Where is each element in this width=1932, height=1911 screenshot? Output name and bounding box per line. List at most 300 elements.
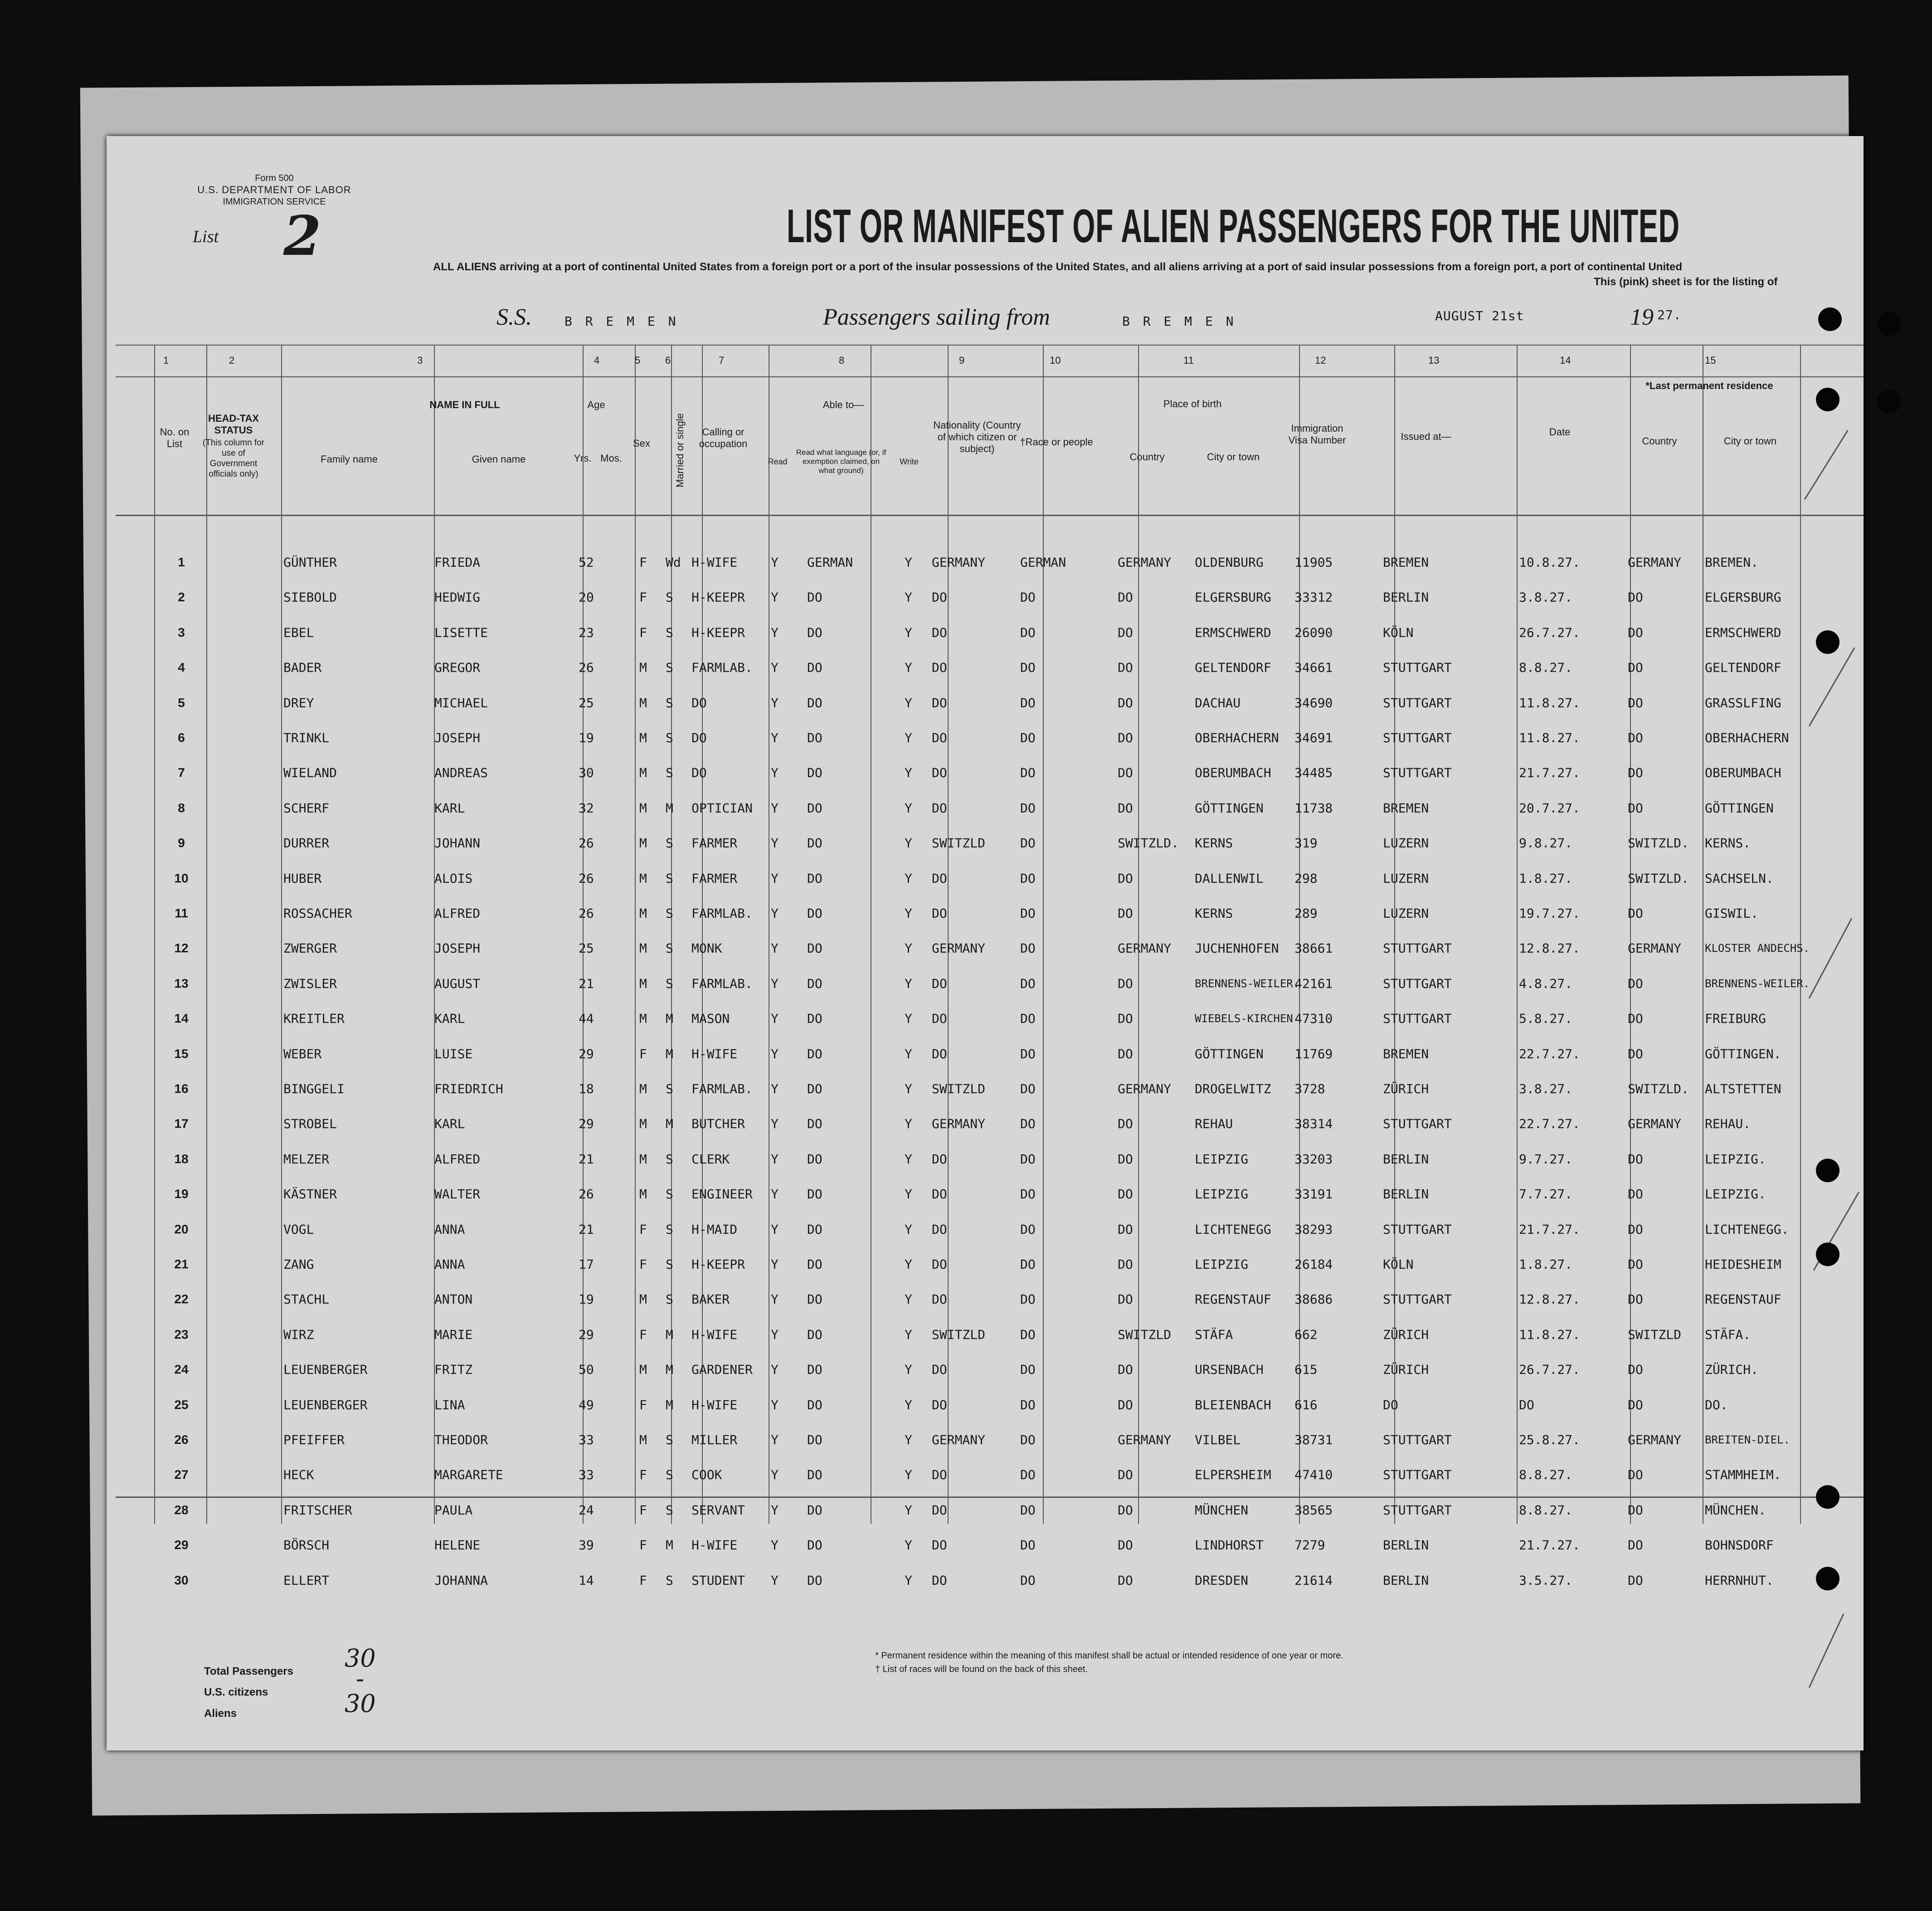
- issue-date: 7.7.27.: [1519, 1186, 1573, 1202]
- residence-city: KERNS.: [1705, 835, 1751, 851]
- age-years: 29: [579, 1327, 594, 1342]
- header-visa-number: Immigration Visa Number: [1288, 423, 1346, 446]
- given-name: KARL: [434, 1011, 465, 1026]
- col-number-7: 7: [719, 355, 725, 366]
- birth-city: VILBEL: [1195, 1432, 1241, 1448]
- issued-at: ZÜRICH: [1383, 1327, 1429, 1342]
- read-language: DO: [807, 1397, 822, 1413]
- read-language: DO: [807, 625, 822, 640]
- birth-city: OBERUMBACH: [1195, 765, 1271, 780]
- nationality: SWITZLD: [932, 1081, 986, 1097]
- birth-country: GERMANY: [1118, 941, 1172, 956]
- issued-at: STUTTGART: [1383, 1222, 1452, 1237]
- issued-at: KÖLN: [1383, 625, 1414, 640]
- punch-hole: [1818, 307, 1842, 331]
- age-years: 29: [579, 1116, 594, 1131]
- race-people: DO: [1020, 941, 1036, 956]
- family-name: BINGGELI: [283, 1081, 345, 1097]
- department-name: U.S. DEPARTMENT OF LABOR: [197, 184, 351, 195]
- issue-date: 11.8.27.: [1519, 1327, 1580, 1342]
- can-read: Y: [771, 625, 779, 640]
- birth-city: STÄFA: [1195, 1327, 1233, 1342]
- issue-date: 5.8.27.: [1519, 1011, 1573, 1026]
- issued-at: BREMEN: [1383, 555, 1429, 570]
- visa-number: 11738: [1294, 800, 1333, 816]
- race-people: DO: [1020, 695, 1036, 711]
- us-citizens-label: U.S. citizens: [204, 1686, 268, 1698]
- occupation: STUDENT: [691, 1573, 745, 1588]
- visa-number: 11905: [1294, 555, 1333, 570]
- issue-date: 9.8.27.: [1519, 835, 1573, 851]
- header-sex: Sex: [633, 438, 650, 449]
- issued-at: BERLIN: [1383, 1186, 1429, 1202]
- occupation: H-MAID: [691, 1222, 738, 1237]
- age-years: 50: [579, 1362, 594, 1377]
- issued-at: BERLIN: [1383, 1151, 1429, 1167]
- can-write: Y: [905, 941, 912, 956]
- can-read: Y: [771, 1537, 779, 1553]
- given-name: LINA: [434, 1397, 465, 1413]
- birth-city: GELTENDORF: [1195, 660, 1271, 675]
- given-name: JOHANN: [434, 835, 481, 851]
- can-write: Y: [905, 625, 912, 640]
- residence-city: BREITEN-DIEL.: [1705, 1433, 1790, 1446]
- nationality: GERMANY: [932, 555, 986, 570]
- residence-city: BREMEN.: [1705, 555, 1759, 570]
- birth-country: DO: [1118, 1467, 1133, 1482]
- header-last-residence: *Last permanent residence: [1645, 380, 1773, 391]
- total-passengers-value: 30: [345, 1644, 376, 1672]
- residence-country: GERMANY: [1628, 941, 1682, 956]
- nationality: DO: [932, 976, 947, 991]
- race-people: DO: [1020, 1397, 1036, 1413]
- total-passengers-label: Total Passengers: [204, 1665, 293, 1677]
- row-number: 29: [174, 1538, 189, 1552]
- row-number: 2: [178, 590, 185, 604]
- age-years: 26: [579, 835, 594, 851]
- row-number: 8: [178, 800, 185, 815]
- header-given-name: Given name: [472, 453, 526, 465]
- marital-status: S: [666, 730, 673, 746]
- can-write: Y: [905, 1502, 912, 1518]
- age-years: 25: [579, 695, 594, 711]
- col-number-4: 4: [594, 355, 600, 366]
- sex: M: [639, 871, 647, 886]
- occupation: DO: [691, 765, 707, 780]
- race-people: DO: [1020, 1573, 1036, 1588]
- occupation: MILLER: [691, 1432, 738, 1448]
- row-number: 21: [174, 1257, 189, 1271]
- marital-status: M: [666, 1116, 673, 1131]
- subtitle-line-1: ALL ALIENS arriving at a port of continental United States from a foreign port or a port of the insular possessions of the United States, and all aliens arriving at a port of said insular possessions from a foreign port, a port of continental United: [433, 261, 1683, 273]
- departure-port: B R E M E N: [1122, 314, 1236, 329]
- read-language: DO: [807, 871, 822, 886]
- sex: F: [639, 1327, 647, 1342]
- ss-label: S.S.: [496, 304, 532, 330]
- nationality: DO: [932, 1046, 947, 1062]
- can-read: Y: [771, 871, 779, 886]
- sex: F: [639, 1397, 647, 1413]
- birth-city: LICHTENEGG: [1195, 1222, 1271, 1237]
- visa-number: 11769: [1294, 1046, 1333, 1062]
- occupation: H-WIFE: [691, 1046, 738, 1062]
- sex: F: [639, 555, 647, 570]
- can-write: Y: [905, 976, 912, 991]
- visa-number: 616: [1294, 1397, 1318, 1413]
- residence-country: DO: [1628, 1257, 1643, 1272]
- col-number-11: 11: [1183, 355, 1194, 366]
- issued-at: STUTTGART: [1383, 1432, 1452, 1448]
- residence-city: FREIBURG: [1705, 1011, 1766, 1026]
- issue-date: 8.8.27.: [1519, 660, 1573, 675]
- read-language: DO: [807, 941, 822, 956]
- can-read: Y: [771, 1222, 779, 1237]
- given-name: FRIEDRICH: [434, 1081, 503, 1097]
- sex: M: [639, 1432, 647, 1448]
- birth-city: LEIPZIG: [1195, 1257, 1249, 1272]
- birth-country: GERMANY: [1118, 1081, 1172, 1097]
- read-language: DO: [807, 1573, 822, 1588]
- residence-city: LEIPZIG.: [1705, 1151, 1766, 1167]
- birth-city: ERMSCHWERD: [1195, 625, 1271, 640]
- visa-number: 662: [1294, 1327, 1318, 1342]
- residence-country: DO: [1628, 1502, 1643, 1518]
- age-years: 29: [579, 1046, 594, 1062]
- residence-city: GRASSLFING: [1705, 695, 1781, 711]
- visa-number: 33312: [1294, 590, 1333, 605]
- issue-date: 26.7.27.: [1519, 625, 1580, 640]
- marital-status: M: [666, 1362, 673, 1377]
- read-language: DO: [807, 1151, 822, 1167]
- sex: M: [639, 1362, 647, 1377]
- row-number: 22: [174, 1292, 189, 1306]
- nationality: DO: [932, 765, 947, 780]
- age-years: 33: [579, 1432, 594, 1448]
- marital-status: Wd: [666, 555, 681, 570]
- read-language: DO: [807, 1502, 822, 1518]
- read-language: DO: [807, 1186, 822, 1202]
- given-name: MARIE: [434, 1327, 473, 1342]
- race-people: DO: [1020, 1046, 1036, 1062]
- sex: F: [639, 1502, 647, 1518]
- header-age-months: Mos.: [600, 453, 622, 464]
- can-read: Y: [771, 1502, 779, 1518]
- issue-date: 3.5.27.: [1519, 1573, 1573, 1588]
- birth-country: DO: [1118, 1362, 1133, 1377]
- row-number: 20: [174, 1222, 189, 1236]
- sex: M: [639, 800, 647, 816]
- occupation: FARMLAB.: [691, 660, 753, 675]
- can-write: Y: [905, 800, 912, 816]
- read-language: DO: [807, 1222, 822, 1237]
- read-language: DO: [807, 1046, 822, 1062]
- birth-city: DACHAU: [1195, 695, 1241, 711]
- row-number: 27: [174, 1467, 189, 1482]
- race-people: GERMAN: [1020, 555, 1066, 570]
- residence-city: GISWIL.: [1705, 906, 1759, 921]
- nationality: DO: [932, 1573, 947, 1588]
- sex: M: [639, 906, 647, 921]
- col-number-2: 2: [229, 355, 235, 366]
- issued-at: LUZERN: [1383, 871, 1429, 886]
- residence-country: DO: [1628, 1537, 1643, 1553]
- nationality: GERMANY: [932, 941, 986, 956]
- occupation: H-WIFE: [691, 1397, 738, 1413]
- read-language: DO: [807, 1467, 822, 1482]
- visa-number: 33191: [1294, 1186, 1333, 1202]
- family-name: ROSSACHER: [283, 906, 352, 921]
- residence-country: DO: [1628, 1292, 1643, 1307]
- residence-country: DO: [1628, 976, 1643, 991]
- birth-city: ELPERSHEIM: [1195, 1467, 1271, 1482]
- given-name: JOHANNA: [434, 1573, 488, 1588]
- age-years: 30: [579, 765, 594, 780]
- read-language: DO: [807, 800, 822, 816]
- header-able-to: Able to—: [822, 399, 864, 410]
- row-number: 23: [174, 1327, 189, 1341]
- visa-number: 38686: [1294, 1292, 1333, 1307]
- nationality: DO: [932, 1502, 947, 1518]
- occupation: DO: [691, 695, 707, 711]
- birth-country: DO: [1118, 1292, 1133, 1307]
- age-years: 18: [579, 1081, 594, 1097]
- given-name: HEDWIG: [434, 590, 481, 605]
- header-married-single: Married or single: [674, 413, 686, 487]
- birth-city: DROGELWITZ: [1195, 1081, 1271, 1097]
- family-name: SIEBOLD: [283, 590, 337, 605]
- birth-country: SWITZLD: [1118, 1327, 1172, 1342]
- family-name: KÄSTNER: [283, 1186, 337, 1202]
- can-write: Y: [905, 765, 912, 780]
- can-read: Y: [771, 835, 779, 851]
- family-name: STACHL: [283, 1292, 330, 1307]
- can-read: Y: [771, 590, 779, 605]
- nationality: DO: [932, 695, 947, 711]
- marital-status: S: [666, 906, 673, 921]
- punch-hole: [1816, 1485, 1840, 1509]
- given-name: AUGUST: [434, 976, 481, 991]
- family-name: WIELAND: [283, 765, 337, 780]
- given-name: ALFRED: [434, 906, 481, 921]
- can-write: Y: [905, 1327, 912, 1342]
- family-name: DREY: [283, 695, 314, 711]
- can-read: Y: [771, 695, 779, 711]
- residence-country: DO: [1628, 1046, 1643, 1062]
- visa-number: 33203: [1294, 1151, 1333, 1167]
- nationality: DO: [932, 1397, 947, 1413]
- marital-status: S: [666, 590, 673, 605]
- sex: M: [639, 1116, 647, 1131]
- col-number-15: 15: [1705, 355, 1716, 366]
- birth-country: DO: [1118, 765, 1133, 780]
- can-read: Y: [771, 1327, 779, 1342]
- nationality: DO: [932, 1011, 947, 1026]
- visa-number: 3728: [1294, 1081, 1325, 1097]
- issued-at: STUTTGART: [1383, 695, 1452, 711]
- issue-date: 1.8.27.: [1519, 871, 1573, 886]
- occupation: H-KEEPR: [691, 625, 745, 640]
- col-number-6: 6: [665, 355, 671, 366]
- family-name: STROBEL: [283, 1116, 337, 1131]
- age-years: 21: [579, 1222, 594, 1237]
- read-language: DO: [807, 1537, 822, 1553]
- marital-status: S: [666, 1432, 673, 1448]
- visa-number: 289: [1294, 906, 1318, 921]
- race-people: DO: [1020, 1081, 1036, 1097]
- issue-date: 21.7.27.: [1519, 1222, 1580, 1237]
- issue-date: 4.8.27.: [1519, 976, 1573, 991]
- occupation: SERVANT: [691, 1502, 745, 1518]
- residence-city: HERRNHUT.: [1705, 1573, 1774, 1588]
- residence-city: KLOSTER ANDECHS.: [1705, 942, 1810, 955]
- family-name: LEUENBERGER: [283, 1362, 368, 1377]
- header-date: Date: [1549, 426, 1571, 438]
- issue-date: 26.7.27.: [1519, 1362, 1580, 1377]
- visa-number: 34661: [1294, 660, 1333, 675]
- race-people: DO: [1020, 1186, 1036, 1202]
- residence-city: OBERUMBACH: [1705, 765, 1781, 780]
- residence-country: SWITZLD.: [1628, 835, 1689, 851]
- visa-number: 38731: [1294, 1432, 1333, 1448]
- sex: F: [639, 1046, 647, 1062]
- race-people: DO: [1020, 1362, 1036, 1377]
- given-name: ANNA: [434, 1257, 465, 1272]
- sex: M: [639, 660, 647, 675]
- race-people: DO: [1020, 871, 1036, 886]
- issued-at: BERLIN: [1383, 1537, 1429, 1553]
- age-years: 52: [579, 555, 594, 570]
- can-read: Y: [771, 1432, 779, 1448]
- visa-number: 38293: [1294, 1222, 1333, 1237]
- sex: M: [639, 1011, 647, 1026]
- punch-hole: [1816, 388, 1840, 411]
- family-name: EBEL: [283, 625, 314, 640]
- row-number: 16: [174, 1082, 189, 1096]
- birth-country: DO: [1118, 1011, 1133, 1026]
- birth-city: OBERHACHERN: [1195, 730, 1279, 746]
- residence-country: DO: [1628, 1397, 1643, 1413]
- read-language: GERMAN: [807, 555, 853, 570]
- given-name: FRIEDA: [434, 555, 481, 570]
- birth-city: DRESDEN: [1195, 1573, 1249, 1588]
- issue-date: 22.7.27.: [1519, 1116, 1580, 1131]
- can-write: Y: [905, 1397, 912, 1413]
- marital-status: S: [666, 976, 673, 991]
- marital-status: M: [666, 1397, 673, 1413]
- birth-country: DO: [1118, 1397, 1133, 1413]
- occupation: COOK: [691, 1467, 722, 1482]
- residence-city: REHAU.: [1705, 1116, 1751, 1131]
- birth-country: DO: [1118, 1502, 1133, 1518]
- nationality: DO: [932, 1467, 947, 1482]
- can-write: Y: [905, 1081, 912, 1097]
- footnote-residence: * Permanent residence within the meaning of this manifest shall be actual or intended residence of one year or more.: [875, 1651, 1343, 1661]
- issue-date: 20.7.27.: [1519, 800, 1580, 816]
- issued-at: ZÜRICH: [1383, 1081, 1429, 1097]
- residence-city: OBERHACHERN: [1705, 730, 1789, 746]
- can-write: Y: [905, 695, 912, 711]
- header-no-on-list: No. on List: [160, 426, 190, 449]
- race-people: DO: [1020, 835, 1036, 851]
- nationality: DO: [932, 625, 947, 640]
- birth-country: DO: [1118, 1116, 1133, 1131]
- residence-city: MÜNCHEN.: [1705, 1502, 1766, 1518]
- punch-hole: [1877, 390, 1901, 414]
- read-language: DO: [807, 1432, 822, 1448]
- can-read: Y: [771, 1011, 779, 1026]
- age-years: 33: [579, 1467, 594, 1482]
- birth-country: DO: [1118, 871, 1133, 886]
- issue-date: 8.8.27.: [1519, 1502, 1573, 1518]
- family-name: WEBER: [283, 1046, 322, 1062]
- birth-city: BLEIENBACH: [1195, 1397, 1271, 1413]
- issued-at: STUTTGART: [1383, 941, 1452, 956]
- age-years: 32: [579, 800, 594, 816]
- given-name: LISETTE: [434, 625, 488, 640]
- age-years: 21: [579, 1151, 594, 1167]
- occupation: GARDENER: [691, 1362, 753, 1377]
- row-number: 24: [174, 1362, 189, 1377]
- residence-city: HEIDESHEIM: [1705, 1257, 1781, 1272]
- sex: M: [639, 835, 647, 851]
- family-name: KREITLER: [283, 1011, 345, 1026]
- can-read: Y: [771, 555, 779, 570]
- residence-city: BRENNENS-WEILER.: [1705, 977, 1810, 990]
- marital-status: S: [666, 1186, 673, 1202]
- issued-at: STUTTGART: [1383, 765, 1452, 780]
- issued-at: BREMEN: [1383, 1046, 1429, 1062]
- visa-number: 34690: [1294, 695, 1333, 711]
- residence-city: LEIPZIG.: [1705, 1186, 1766, 1202]
- read-language: DO: [807, 765, 822, 780]
- can-write: Y: [905, 1573, 912, 1588]
- issued-at: BERLIN: [1383, 1573, 1429, 1588]
- year-prefix: 19: [1630, 304, 1654, 330]
- col-number-3: 3: [417, 355, 423, 366]
- birth-country: DO: [1118, 1046, 1133, 1062]
- occupation: CLERK: [691, 1151, 730, 1167]
- row-number: 28: [174, 1502, 189, 1517]
- nationality: DO: [932, 906, 947, 921]
- given-name: LUISE: [434, 1046, 473, 1062]
- birth-country: SWITZLD.: [1118, 835, 1179, 851]
- birth-city: LINDHORST: [1195, 1537, 1264, 1553]
- marital-status: S: [666, 625, 673, 640]
- occupation: H-KEEPR: [691, 590, 745, 605]
- issue-date: 3.8.27.: [1519, 1081, 1573, 1097]
- col-number-10: 10: [1050, 355, 1061, 366]
- row-number: 15: [174, 1046, 189, 1061]
- marital-status: S: [666, 835, 673, 851]
- residence-country: DO: [1628, 800, 1643, 816]
- ship-name: B R E M E N: [565, 314, 679, 329]
- age-years: 19: [579, 730, 594, 746]
- col-number-14: 14: [1560, 355, 1571, 366]
- sex: F: [639, 1573, 647, 1588]
- occupation: MASON: [691, 1011, 730, 1026]
- can-write: Y: [905, 1467, 912, 1482]
- issue-date: 25.8.27.: [1519, 1432, 1580, 1448]
- can-write: Y: [905, 1362, 912, 1377]
- birth-country: DO: [1118, 730, 1133, 746]
- residence-country: GERMANY: [1628, 1116, 1682, 1131]
- can-read: Y: [771, 660, 779, 675]
- can-write: Y: [905, 1432, 912, 1448]
- occupation: FARMLAB.: [691, 976, 753, 991]
- residence-country: DO: [1628, 660, 1643, 675]
- age-years: 24: [579, 1502, 594, 1518]
- visa-number: 21614: [1294, 1573, 1333, 1588]
